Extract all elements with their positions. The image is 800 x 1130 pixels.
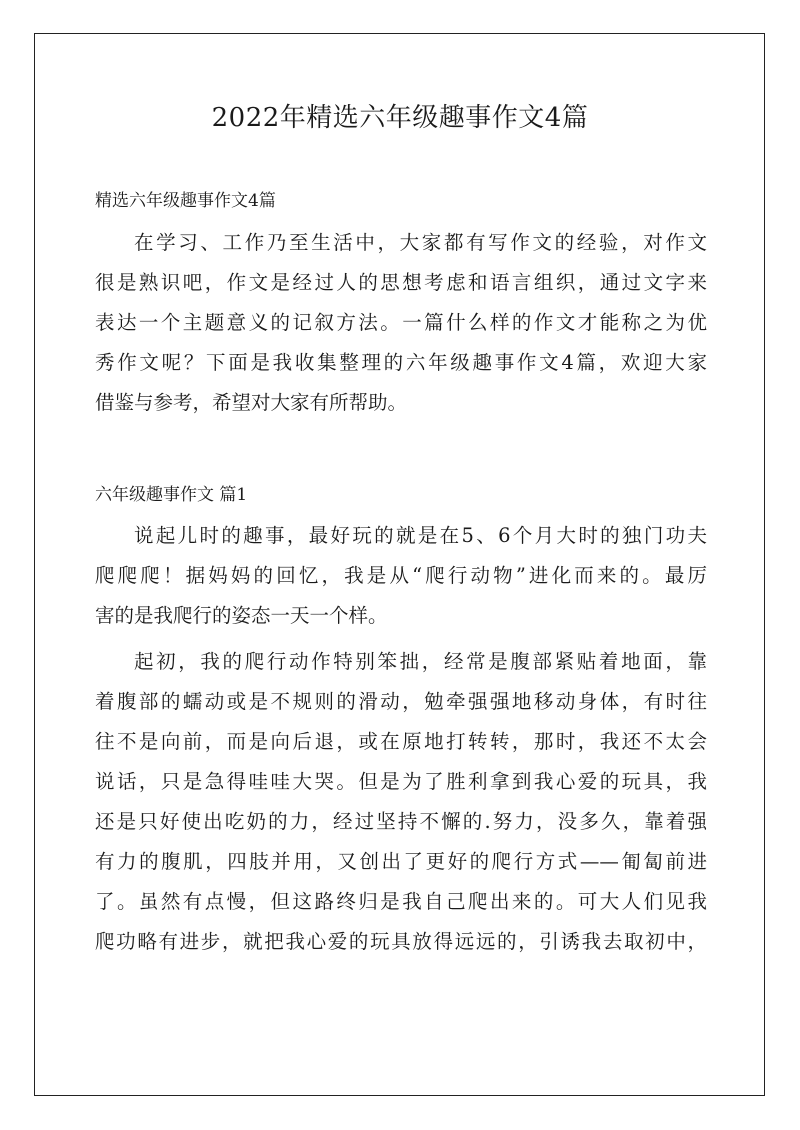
paragraph-line: 很是熟识吧，作文是经过人的思想考虑和语言组织，通过文字来 (95, 271, 707, 294)
paragraph-line: 了。虽然有点慢，但这路终归是我自己爬出来的。可大人们见我 (95, 890, 707, 913)
paragraph-line: 表达一个主题意义的记叙方法。一篇什么样的作文才能称之为优 (95, 311, 707, 334)
paragraph-line: 爬功略有进步，就把我心爱的玩具放得远远的，引诱我去取初中， (95, 930, 707, 953)
paragraph-line: 秀作文呢？下面是我收集整理的六年级趣事作文4篇，欢迎大家 (95, 351, 707, 374)
paragraph-line: 起初，我的爬行动作特别笨拙，经常是腹部紧贴着地面，靠 (134, 650, 707, 673)
section-heading: 六年级趣事作文 篇1 (95, 485, 248, 505)
document-title: 2022年精选六年级趣事作文4篇 (211, 103, 589, 133)
paragraph-line: 在学习、工作乃至生活中，大家都有写作文的经验，对作文 (134, 231, 707, 254)
paragraph-line: 有力的腹肌，四肢并用，又创出了更好的爬行方式——匍匐前进 (95, 850, 707, 873)
paragraph-line: 说起儿时的趣事，最好玩的就是在5、6个月大时的独门功夫 (134, 524, 707, 547)
paragraph-line: 说话，只是急得哇哇大哭。但是为了胜利拿到我心爱的玩具，我 (95, 770, 707, 793)
intro-paragraph (95, 223, 707, 423)
paragraph-line: 往不是向前，而是向后退，或在原地打转转，那时，我还不太会 (95, 730, 707, 753)
paragraph-line: 还是只好使出吃奶的力，经过坚持不懈的.努力，没多久，靠着强 (95, 810, 707, 833)
section1-paragraph-1 (95, 516, 707, 636)
paragraph-line: 借鉴与参考，希望对大家有所帮助。 (95, 391, 408, 414)
paragraph-line: 害的是我爬行的姿态一天一个样。 (95, 604, 388, 627)
paragraph-line: 爬爬爬！据妈妈的回忆，我是从“爬行动物”进化而来的。最厉 (95, 564, 707, 587)
document-subtitle: 精选六年级趣事作文4篇 (95, 191, 276, 211)
section1-paragraph-2 (95, 642, 707, 962)
paragraph-line: 着腹部的蠕动或是不规则的滑动，勉牵强强地移动身体，有时往 (95, 690, 707, 713)
